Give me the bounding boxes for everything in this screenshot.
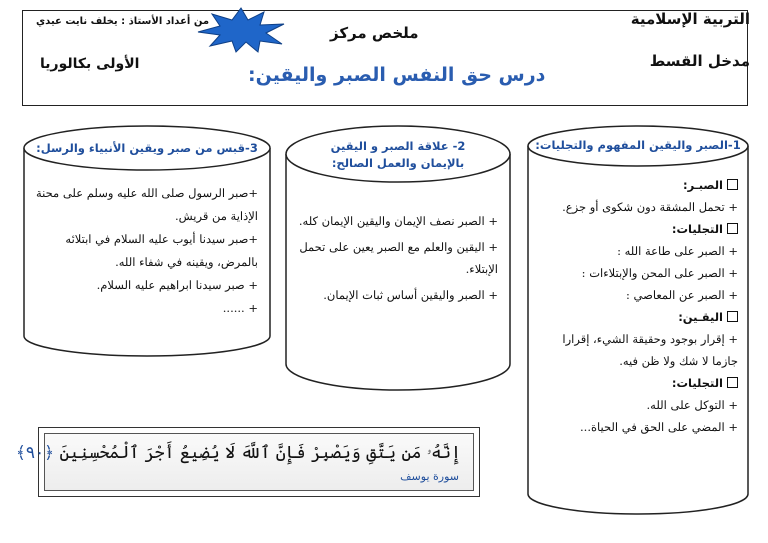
cylinder-prophets xyxy=(22,124,272,360)
manifestation-item: + الصبر على المحن والإبتلاءات : xyxy=(581,266,738,280)
quran-verse-box xyxy=(15,427,480,497)
prophets-item: + ...... xyxy=(222,301,258,315)
relation-item: + الصبر نصف الإيمان واليقين الإيمان كله. xyxy=(298,214,498,228)
checkbox-icon xyxy=(727,377,738,388)
starburst-icon xyxy=(196,6,286,54)
checkbox-icon xyxy=(727,311,738,322)
relation-content xyxy=(296,210,498,306)
manifestation-item: + التوكل على الله. xyxy=(646,398,738,412)
manifestations-heading: التجليات: xyxy=(536,218,738,240)
patience-definition: + تحمل المشقة دون شكوى أو جزع. xyxy=(562,200,738,214)
verse-frame xyxy=(15,433,474,491)
author-credit: من أعداد الأستاذ : يخلف نايت عيدي xyxy=(36,16,210,27)
lesson-title: درس حق النفس الصبر واليقين: xyxy=(248,64,546,86)
cylinder-relation xyxy=(284,124,512,392)
relation-title: 2- علاقة الصبر و اليقين بالإيمان والعمل الصالح: xyxy=(330,139,466,170)
verse-line xyxy=(16,442,461,463)
certainty-definition: + إقرار بوجود وحقيقة الشيء، إقرارا جازما لا شك ولا ظن فيه. xyxy=(562,332,738,368)
prophets-item: +صبر الرسول صلى الله عليه وسلم على محنة الإذاية من قريش. xyxy=(35,186,258,223)
manifestation-item: + الصبر على طاعة الله : xyxy=(617,244,738,258)
relation-item: + الصبر واليقين أساس ثبات الإيمان. xyxy=(323,288,498,302)
prophets-content xyxy=(34,182,258,320)
checkbox-icon xyxy=(727,223,738,234)
manifestation-item: + المضي على الحق في الحياة... xyxy=(580,420,738,434)
manifestation-item: + الصبر عن المعاصي : xyxy=(626,288,738,302)
prophets-item: +صبر سيدنا أيوب عليه السلام في ابتلائه بالمرض، ويقينه في شفاء الله. xyxy=(65,232,258,269)
relation-item: + اليقين والعلم مع الصبر يعين على تحمل الإبتلاء. xyxy=(299,240,498,276)
concept-content xyxy=(536,174,738,438)
patience-heading: الصبـر: xyxy=(536,174,738,196)
checkbox-icon xyxy=(727,179,738,190)
subject-title: التربية الإسلامية xyxy=(630,10,750,28)
concept-title: 1-الصبر واليقين المفهوم والتجليات: xyxy=(535,138,741,152)
manifestations-heading: التجليات: xyxy=(536,372,738,394)
certainty-heading: اليقـين: xyxy=(536,306,738,328)
verse-reference: سورة يوسف xyxy=(400,470,459,483)
grade-level: الأولى بكالوريا xyxy=(40,56,140,72)
summary-label: ملخص مركز xyxy=(330,24,419,42)
prophets-title: 3-قبس من صبر ويقين الأنبياء والرسل: xyxy=(36,141,258,155)
unit-title: مدخل القسط xyxy=(649,52,750,70)
cylinder-concept xyxy=(526,124,750,516)
verse-text: إِنَّهُۥ مَن يَتَّقِ وَيَصْبِرْ فَإِنَّ ٱللَّهَ لَا يُضِيعُ أَجْرَ ٱلْمُحْسِنِينَ xyxy=(59,443,461,463)
verse-number: ﴿٩٠﴾ xyxy=(15,443,55,463)
prophets-item: + صبر سيدنا ابراهيم عليه السلام. xyxy=(96,278,258,292)
